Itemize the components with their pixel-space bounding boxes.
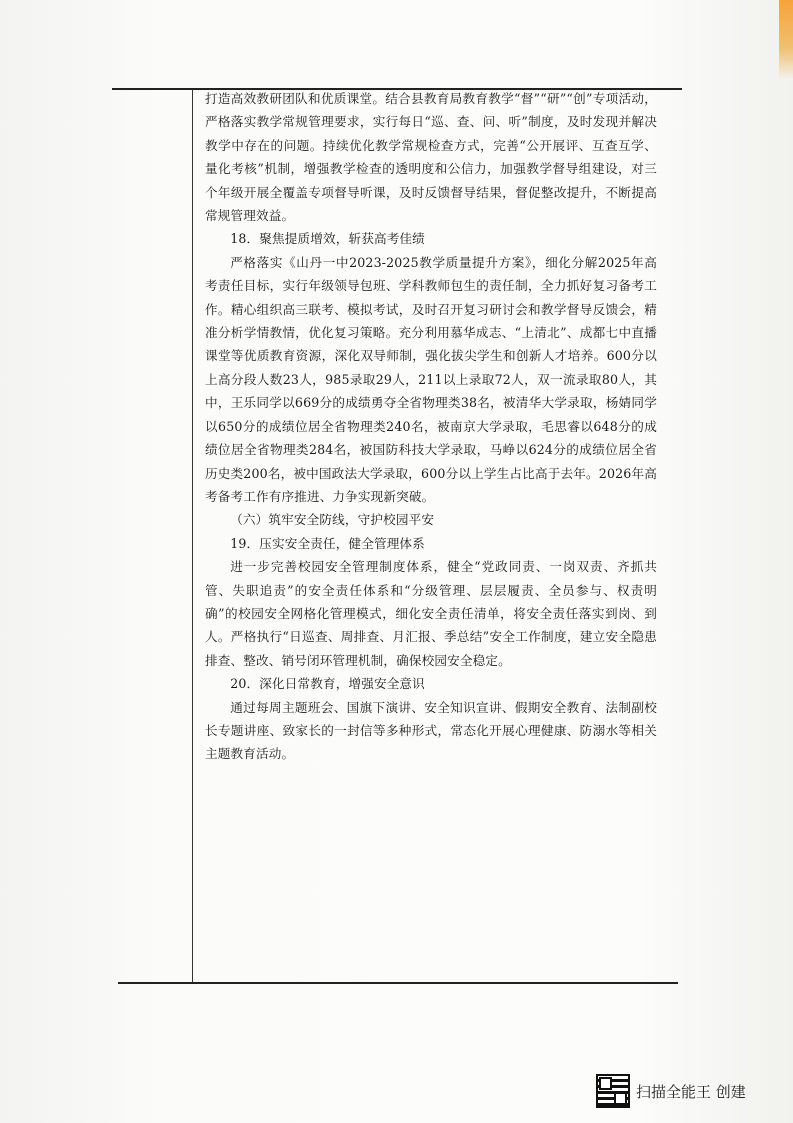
paragraph-19: 进一步完善校园安全管理制度体系，健全“党政同责、一岗双责、齐抓共管、失职追责”的安全责任体系和“分级管理、层层履责、全员参与、权责明确”的校园安全网格化管理模式，细化安全责任清单，将安全责任落实到岗、到人。严格执行“日巡查、周排查、月汇报、季总结”安全工作制度，建立安全隐患排查、整改、销号闭环管理机制，确保校园安全稳定。 (205, 559, 657, 668)
paragraph-continuation: 打造高效教研团队和优质课堂。结合县教育局教育教学“督”“研”“创”专项活动，严格落实教学常规管理要求，实行每日“巡、查、问、听”制度，及时发现并解决教学中存在的问题。持续优化教学常规检查方式，完善“公开展评、互查互学、量化考核”机制，增强教学检查的透明度和公信力，加强教学督导组建设，对三个年级开展全覆盖专项督导听课，及时反馈督导结果，督促整改提升，不断提高常规管理效益。 (205, 91, 657, 224)
section-heading-6: （六）筑牢安全防线，守护校园平安 (230, 512, 435, 528)
qr-code-icon (596, 1074, 630, 1108)
table-left-rule (192, 89, 193, 983)
paragraph-18: 严格落实《山丹一中2023-2025教学质量提升方案》，细化分解2025年高考责任目标，实行年级领导包班、学科教师包生的责任制，全力抓好复习备考工作。精心组织高三联考、模拟考试，及时召开复习研讨会和教学督导反馈会，精准分析学情教情，优化复习策略。充分利用慕华成志、“上清北”、成都七中直播课堂等优质教育资源，深化双导师制，强化拔尖学生和创新人才培养。600分以上高分段人数23人，985录取29人，211以上录取72人，双一流录取80人，其中，王乐同学以669分的成绩勇夺全省物理类38名，被清华大学录取，杨婧同学以650分的成绩位居全省物理类240名，被南京大学录取，毛思睿以648分的成绩位居全省物理类284名，被国防科技大学录取，马峥以624分的成绩位居全省历史类200名，被中国政法大学录取，600分以上学生占比高于去年。2026年高考备考工作有序推进、力争实现新突破。 (205, 254, 657, 504)
paragraph-20: 通过每周主题班会、国旗下演讲、安全知识宣讲、假期安全教育、法制副校长专题讲座、致家长的一封信等多种形式，常态化开展心理健康、防溺水等相关主题教育活动。 (205, 699, 657, 762)
table-bottom-rule (118, 982, 678, 984)
watermark-text: 扫描全能王 创建 (636, 1082, 746, 1101)
document-body (205, 87, 657, 766)
section-heading-18: 18．聚焦提质增效，斩获高考佳绩 (230, 231, 425, 247)
section-heading-19: 19．压实安全责任，健全管理体系 (230, 535, 425, 551)
scanner-watermark (596, 1071, 786, 1111)
page-edge-strip (779, 0, 793, 80)
section-heading-20: 20．深化日常教育，增强安全意识 (230, 676, 425, 692)
